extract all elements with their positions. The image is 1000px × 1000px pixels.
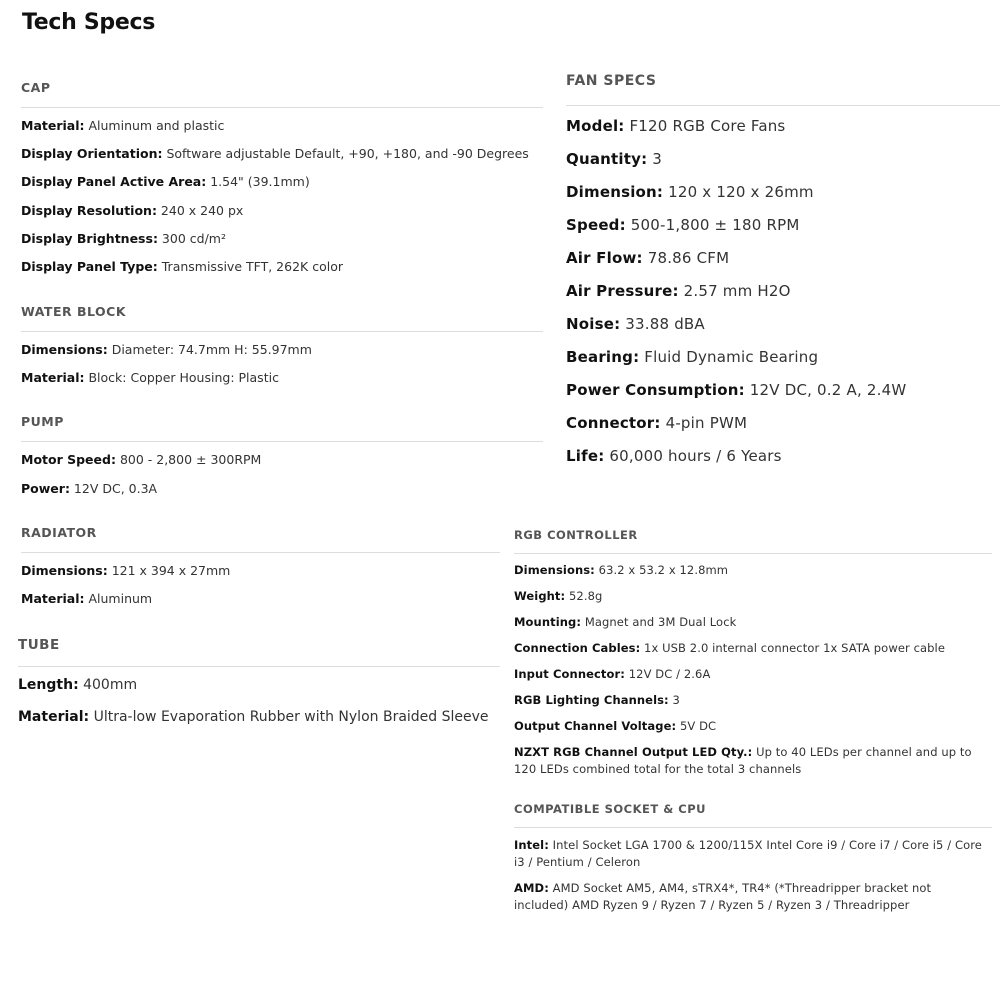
spec-label: Material: — [21, 591, 85, 606]
spec-label: Motor Speed: — [21, 452, 116, 467]
spec-row — [514, 880, 984, 914]
spec-row — [514, 837, 992, 871]
spec-value: 78.86 CFM — [642, 249, 730, 267]
spec-label: Mounting: — [514, 615, 582, 629]
spec-label: Noise: — [566, 315, 621, 333]
spec-row — [566, 150, 662, 168]
spec-row — [566, 117, 785, 135]
spec-value: 5V DC — [676, 719, 717, 733]
spec-row — [18, 709, 489, 725]
spec-row — [21, 259, 343, 274]
spec-row — [21, 118, 224, 133]
spec-value: Magnet and 3M Dual Lock — [581, 615, 737, 629]
cap-heading: CAP — [21, 80, 543, 108]
spec-row — [18, 677, 137, 693]
spec-row — [566, 315, 705, 333]
spec-value: Aluminum and plastic — [84, 118, 225, 133]
spec-row — [21, 174, 310, 189]
spec-value: 33.88 dBA — [620, 315, 705, 333]
spec-value: 120 x 120 x 26mm — [663, 183, 814, 201]
spec-label: AMD: — [514, 881, 549, 895]
page-title: Tech Specs — [22, 10, 156, 35]
spec-row — [514, 667, 710, 681]
spec-value: 800 - 2,800 ± 300RPM — [115, 452, 262, 467]
spec-row — [566, 348, 818, 366]
water-block-heading: WATER BLOCK — [21, 304, 543, 332]
spec-label: RGB Lighting Channels: — [514, 693, 669, 707]
spec-label: Model: — [566, 117, 625, 135]
spec-value: 3 — [647, 150, 663, 168]
spec-label: NZXT RGB Channel Output LED Qty.: — [514, 745, 753, 759]
spec-label: Length: — [18, 677, 79, 693]
spec-value: Transmissive TFT, 262K color — [157, 259, 343, 274]
spec-label: Weight: — [514, 589, 566, 603]
spec-value: 12V DC, 0.3A — [69, 481, 158, 496]
spec-label: Connector: — [566, 414, 661, 432]
pump-heading: PUMP — [21, 414, 543, 442]
spec-label: Air Pressure: — [566, 282, 679, 300]
spec-value: 3 — [668, 693, 680, 707]
fan-specs-heading: FAN SPECS — [566, 73, 1000, 106]
spec-row — [21, 146, 529, 161]
spec-label: Life: — [566, 447, 605, 465]
spec-label: Quantity: — [566, 150, 648, 168]
spec-value: AMD Socket AM5, AM4, sTRX4*, TR4* (*Threadripper bracket not included) AMD Ryzen 9 / Ryzen 7 / Ryzen 5 / Ryzen 3 / Threadripper — [514, 881, 932, 912]
spec-value: Aluminum — [84, 591, 153, 606]
radiator-heading: RADIATOR — [21, 525, 500, 553]
spec-value: 4-pin PWM — [660, 414, 748, 432]
spec-row — [514, 693, 680, 707]
spec-row — [514, 589, 602, 603]
spec-label: Output Channel Voltage: — [514, 719, 677, 733]
spec-label: Power Consumption: — [566, 381, 745, 399]
spec-row — [21, 231, 226, 246]
spec-row — [514, 563, 728, 577]
spec-row — [566, 414, 747, 432]
spec-label: Dimensions: — [514, 563, 595, 577]
spec-row — [21, 370, 279, 385]
spec-label: Display Panel Active Area: — [21, 174, 207, 189]
spec-label: Dimensions: — [21, 342, 108, 357]
spec-label: Material: — [21, 370, 85, 385]
spec-value: Block: Copper Housing: Plastic — [84, 370, 279, 385]
spec-label: Dimensions: — [21, 563, 108, 578]
rgb-controller-heading: RGB CONTROLLER — [514, 528, 992, 554]
spec-row — [566, 183, 814, 201]
spec-label: Dimension: — [566, 183, 664, 201]
spec-row — [566, 282, 791, 300]
spec-row — [514, 641, 945, 655]
spec-label: Display Panel Type: — [21, 259, 158, 274]
tube-heading: TUBE — [18, 637, 500, 667]
spec-row — [566, 447, 782, 465]
spec-label: Input Connector: — [514, 667, 625, 681]
spec-row — [21, 203, 243, 218]
spec-row — [21, 342, 312, 357]
spec-value: Ultra-low Evaporation Rubber with Nylon Braided Sleeve — [89, 709, 489, 725]
spec-label: Material: — [21, 118, 85, 133]
spec-value: 240 x 240 px — [156, 203, 244, 218]
spec-value: 12V DC / 2.6A — [625, 667, 711, 681]
spec-row — [514, 744, 984, 778]
spec-label: Display Orientation: — [21, 146, 163, 161]
spec-value: 1.54" (39.1mm) — [206, 174, 310, 189]
spec-row — [21, 452, 261, 467]
spec-value: 12V DC, 0.2 A, 2.4W — [744, 381, 907, 399]
spec-label: Air Flow: — [566, 249, 643, 267]
spec-value: 52.8g — [565, 589, 603, 603]
spec-value: 60,000 hours / 6 Years — [604, 447, 782, 465]
spec-label: Connection Cables: — [514, 641, 641, 655]
spec-value: 1x USB 2.0 internal connector 1x SATA power cable — [640, 641, 946, 655]
spec-value: 63.2 x 53.2 x 12.8mm — [594, 563, 729, 577]
spec-value: Software adjustable Default, +90, +180, and -90 Degrees — [162, 146, 529, 161]
spec-label: Material: — [18, 709, 90, 725]
spec-value: Intel Socket LGA 1700 & 1200/115X Intel Core i9 / Core i7 / Core i5 / Core i3 / Pentium / Celeron — [514, 838, 982, 869]
spec-label: Display Resolution: — [21, 203, 157, 218]
spec-value: F120 RGB Core Fans — [624, 117, 786, 135]
spec-label: Display Brightness: — [21, 231, 158, 246]
spec-value: 400mm — [78, 677, 138, 693]
spec-value: 300 cd/m² — [157, 231, 226, 246]
spec-value: 121 x 394 x 27mm — [107, 563, 231, 578]
spec-row — [566, 381, 906, 399]
spec-row — [566, 249, 729, 267]
spec-value: Up to 40 LEDs per channel and up to 120 LEDs combined total for the total 3 channels — [514, 745, 972, 776]
spec-row — [514, 719, 716, 733]
spec-row — [21, 563, 230, 578]
spec-row — [514, 615, 736, 629]
spec-label: Power: — [21, 481, 70, 496]
spec-label: Bearing: — [566, 348, 640, 366]
spec-value: Diameter: 74.7mm H: 55.97mm — [107, 342, 312, 357]
spec-label: Intel: — [514, 838, 549, 852]
spec-value: 500-1,800 ± 180 RPM — [625, 216, 800, 234]
spec-value: Fluid Dynamic Bearing — [639, 348, 819, 366]
spec-row — [21, 481, 157, 496]
spec-label: Speed: — [566, 216, 626, 234]
spec-row — [566, 216, 800, 234]
spec-value: 2.57 mm H2O — [678, 282, 791, 300]
compatible-socket-heading: COMPATIBLE SOCKET & CPU — [514, 802, 992, 828]
spec-row — [21, 591, 152, 606]
